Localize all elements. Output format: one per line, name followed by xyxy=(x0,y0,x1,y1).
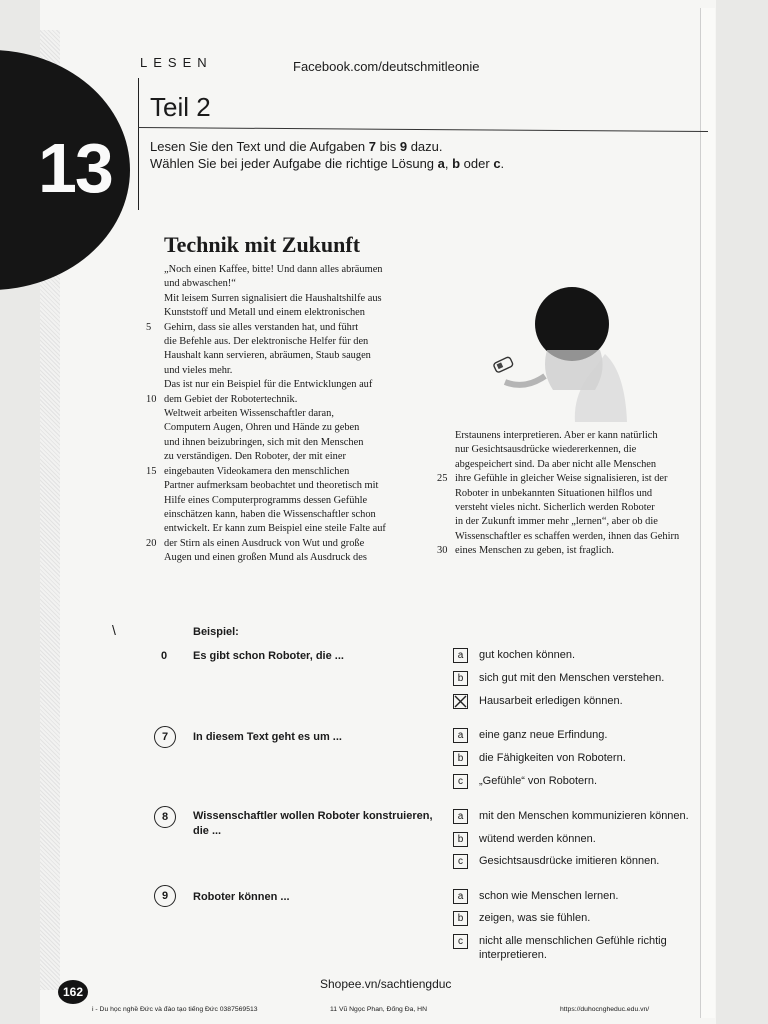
task-9-option-a: schon wie Menschen lernen. xyxy=(479,890,619,902)
article-line xyxy=(437,544,679,558)
article-line xyxy=(164,522,386,536)
line-text: Erstaunens interpretieren. Aber er kann natürlich xyxy=(455,430,658,441)
article-column-left xyxy=(146,263,386,566)
article-line xyxy=(164,349,386,363)
part-title: Teil 2 xyxy=(150,92,211,122)
instructions-line-1 xyxy=(150,138,504,155)
instr-bold: c xyxy=(493,156,501,171)
task-8-box-c[interactable]: c xyxy=(453,854,468,869)
example-question: Es gibt schon Roboter, die ... xyxy=(193,650,344,662)
task-8-question-line-2: die ... xyxy=(193,825,222,837)
article-line xyxy=(164,292,386,306)
task-8-box-a[interactable]: a xyxy=(453,809,468,824)
instr-text: oder xyxy=(460,156,494,171)
line-text: Das ist nur ein Beispiel für die Entwicklungen auf xyxy=(164,379,373,391)
task-9-box-a[interactable]: a xyxy=(453,889,468,904)
footer-center-text: 11 Vũ Ngọc Phan, Đống Đa, HN xyxy=(330,1006,427,1013)
article-line xyxy=(455,530,679,544)
instr-text: , xyxy=(444,156,453,171)
line-text: Partner aufmerksam beobachtet und theoretisch mit xyxy=(164,480,379,492)
line-text: einschätzen kann, haben die Wissenschaftler schon xyxy=(164,508,376,520)
article-line xyxy=(164,436,386,450)
header-rule-vertical xyxy=(138,78,139,210)
task-7-option-a: eine ganz neue Erfindung. xyxy=(479,729,608,741)
article-line xyxy=(455,501,679,515)
line-text: und abwaschen!“ xyxy=(164,278,236,290)
task-8-option-b: wütend werden können. xyxy=(479,833,596,845)
line-text: eingebauten Videokamera den menschlichen xyxy=(164,465,350,477)
line-text: Computern Augen, Ohren und Hände zu geben xyxy=(164,422,360,434)
page-edge xyxy=(700,8,715,1018)
example-option-box-b: b xyxy=(453,671,468,686)
article-line xyxy=(164,277,386,291)
task-8-box-b[interactable]: b xyxy=(453,832,468,847)
task-number-8: 8 xyxy=(154,806,176,828)
facebook-watermark: Facebook.com/deutschmitleonie xyxy=(293,59,480,74)
instr-bold: 7 xyxy=(368,139,377,154)
footer-left-text: i - Du học nghề Đức và đào tạo tiếng Đức 0387569513 xyxy=(92,1006,258,1013)
margin-tick: \ xyxy=(112,622,116,638)
line-text: Weltweit arbeiten Wissenschaftler daran, xyxy=(164,408,334,420)
instr-bold: 9 xyxy=(399,139,408,154)
article-column-right xyxy=(437,429,680,559)
line-text: Augen und einen großen Mund als Ausdruck des xyxy=(164,552,367,564)
article-line xyxy=(455,443,679,457)
line-number: 20 xyxy=(146,537,157,549)
task-8-question-line-1: Wissenschaftler wollen Roboter konstruieren, xyxy=(193,810,433,822)
checked-box-icon xyxy=(453,694,468,709)
article-line xyxy=(146,465,386,479)
article-line xyxy=(164,335,386,349)
line-number: 5 xyxy=(146,321,152,333)
task-7-option-b: die Fähigkeiten von Robotern. xyxy=(479,752,626,764)
article-line xyxy=(164,479,386,493)
instr-text: bis xyxy=(376,139,400,154)
article-line xyxy=(164,551,386,565)
article-line xyxy=(455,487,679,501)
task-8-option-a: mit den Menschen kommunizieren können. xyxy=(479,810,689,822)
line-text: eines Menschen zu geben, ist fraglich. xyxy=(455,545,614,557)
article-line xyxy=(164,378,386,392)
shopee-watermark: Shopee.vn/sachtiengduc xyxy=(320,977,452,991)
line-text: Haushalt kann servieren, abräumen, Staub saugen xyxy=(164,350,371,362)
line-text: versteht vieles nicht. Sicherlich werden Roboter xyxy=(455,502,655,514)
article-line xyxy=(164,494,386,508)
task-7-box-a[interactable]: a xyxy=(453,728,468,743)
instr-bold: b xyxy=(452,156,461,171)
instr-text: Lesen Sie den Text und die Aufgaben xyxy=(150,139,369,154)
example-option-a: gut kochen können. xyxy=(479,649,576,661)
line-text: entwickelt. Er kann zum Beispiel eine steile Falte auf xyxy=(164,523,386,535)
article-line xyxy=(455,515,679,529)
line-number: 15 xyxy=(146,465,157,477)
robot-illustration xyxy=(455,272,685,422)
example-option-c: Hausarbeit erledigen können. xyxy=(479,695,623,707)
line-text: Hilfe eines Computerprogramms dessen Gefühle xyxy=(164,494,368,506)
instr-bold: a xyxy=(437,156,445,171)
line-text: und ihnen beizubringen, sich mit den Menschen xyxy=(164,436,364,448)
task-9-question: Roboter können ... xyxy=(193,891,290,903)
page-number: 162 xyxy=(58,980,88,1004)
line-text: Roboter in unbekannten Situationen hilflos und xyxy=(455,487,653,499)
task-7-box-b[interactable]: b xyxy=(453,751,468,766)
instructions-line-2 xyxy=(150,155,504,172)
article-line xyxy=(146,537,386,551)
chapter-number: 13 xyxy=(38,129,112,207)
article-title: Technik mit Zukunft xyxy=(164,232,361,257)
line-text: dem Gebiet der Robotertechnik. xyxy=(164,393,298,405)
example-label: Beispiel: xyxy=(193,626,239,638)
article-line xyxy=(437,472,679,486)
article-line xyxy=(164,263,386,277)
article-line xyxy=(455,458,679,472)
instr-text: dazu. xyxy=(407,139,443,154)
article-line xyxy=(164,364,386,378)
line-text: ihre Gefühle in gleicher Weise signalisieren, ist der xyxy=(455,473,668,485)
task-9-option-c-line-2: interpretieren. xyxy=(479,949,547,961)
line-text: in der Zukunft immer mehr „lernen“, aber ob die xyxy=(455,516,658,528)
article-line xyxy=(164,421,386,435)
task-9-box-b[interactable]: b xyxy=(453,911,468,926)
example-option-box-a: a xyxy=(453,648,468,663)
line-text: Gehirn, dass sie alles verstanden hat, und führt xyxy=(164,321,359,333)
footer-right-text: https://duhocngheduc.edu.vn/ xyxy=(560,1006,650,1013)
instr-text: . xyxy=(500,156,505,171)
task-8-option-c: Gesichtsausdrücke imitieren können. xyxy=(479,855,660,867)
line-text: und vieles mehr. xyxy=(164,364,233,376)
line-text: abgespeichert sind. Da aber nicht alle Menschen xyxy=(455,458,657,470)
article-line xyxy=(164,306,386,320)
instr-text: Wählen Sie bei jeder Aufgabe die richtige Lösung xyxy=(150,156,438,171)
instructions xyxy=(150,138,504,172)
line-text: Wissenschaftler es schaffen werden, ihnen das Gehirn xyxy=(455,530,680,542)
line-text: zu verständigen. Den Roboter, der mit einer xyxy=(164,451,346,463)
task-9-option-c-line-1: nicht alle menschlichen Gefühle richtig xyxy=(479,935,667,947)
article-line xyxy=(146,393,386,407)
line-number: 30 xyxy=(437,545,448,557)
task-9-box-c[interactable]: c xyxy=(453,934,468,949)
line-text: Kunststoff und Metall und einem elektronischen xyxy=(164,307,365,319)
line-text: Mit leisem Surren signalisiert die Haushaltshilfe aus xyxy=(164,292,382,304)
article-line xyxy=(146,321,386,335)
line-text: der Stirn als einen Ausdruck von Wut und große xyxy=(164,537,365,549)
example-option-b: sich gut mit den Menschen verstehen. xyxy=(479,672,665,684)
task-7-option-c: „Gefühle“ von Robotern. xyxy=(479,775,598,787)
task-7-question: In diesem Text geht es um ... xyxy=(193,731,342,743)
task-9-option-b: zeigen, was sie fühlen. xyxy=(479,912,591,924)
line-number: 25 xyxy=(437,473,448,485)
article-line xyxy=(455,429,679,443)
task-7-box-c[interactable]: c xyxy=(453,774,468,789)
line-text: nur Gesichtsausdrücke wiedererkennen, die xyxy=(455,444,637,456)
line-text: „Noch einen Kaffee, bitte! Und dann alles abräumen xyxy=(164,264,383,275)
article-line xyxy=(164,407,386,421)
section-label: LESEN xyxy=(140,55,213,70)
task-number-7: 7 xyxy=(154,726,176,748)
article-line xyxy=(164,508,386,522)
line-number: 10 xyxy=(146,393,157,405)
article-line xyxy=(164,450,386,464)
line-text: die Befehle aus. Der elektronische Helfer für den xyxy=(164,336,369,348)
task-number-9: 9 xyxy=(154,885,176,907)
example-number: 0 xyxy=(161,650,168,662)
